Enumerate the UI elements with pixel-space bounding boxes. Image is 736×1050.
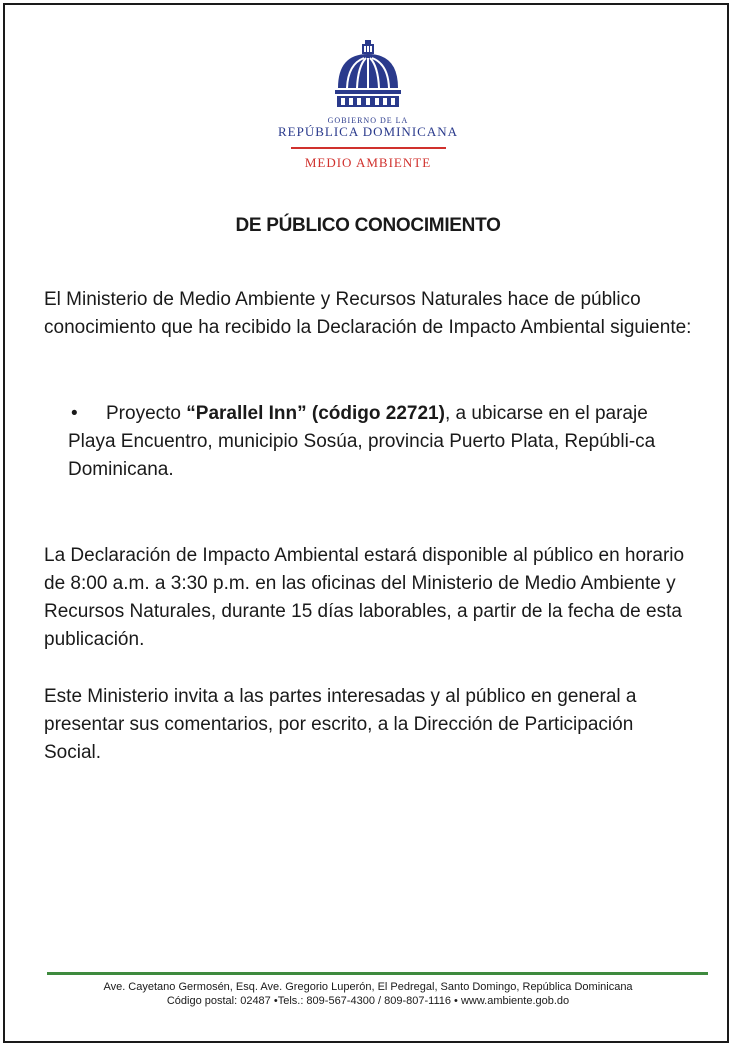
project-name: “Parallel Inn” (código 22721) (186, 403, 445, 424)
intro-paragraph: El Ministerio de Medio Ambiente y Recursos Naturales hace de público conocimiento que ha recibido la Declaración de Impacto Ambiental siguiente: (44, 289, 692, 338)
footer (0, 980, 736, 1008)
footer-divider (47, 972, 708, 975)
ministry-name: MEDIO AMBIENTE (304, 155, 432, 170)
availability-paragraph: La Declaración de Impacto Ambiental estará disponible al público en horario de 8:00 a.m. a 3:30 p.m. en las oficinas del Ministerio de Medio Ambiente y Recursos Naturales, durante 15 días laborables, a partir de la fecha de esta publicación. (44, 545, 685, 650)
project-bullet-text (68, 400, 698, 484)
notice-heading: DE PÚBLICO CONOCIMIENTO (235, 215, 501, 236)
government-logo (0, 38, 736, 171)
project-prefix: Proyecto (106, 403, 187, 424)
footer-contact: Código postal: 02487 •Tels.: 809-567-4300 / 809-807-1116 • www.ambiente.gob.do (166, 995, 570, 1007)
government-line-1: GOBIERNO DE LA (327, 116, 409, 125)
project-location: , a ubicarse en el paraje Playa Encuentro, municipio Sosúa, provincia Puerto Plata, Repúbli-ca Dominicana. (68, 403, 656, 480)
project-bullet (68, 400, 698, 484)
dome-emblem-icon (331, 38, 405, 110)
footer-address: Ave. Cayetano Germosén, Esq. Ave. Gregorio Luperón, El Pedregal, Santo Domingo, República Dominicana (103, 981, 633, 993)
government-line-2: REPÚBLICA DOMINICANA (278, 124, 458, 139)
bullet-icon: • (71, 403, 78, 424)
invitation-paragraph: Este Ministerio invita a las partes interesadas y al público en general a presentar sus comentarios, por escrito, a la Dirección de Participación Social. (44, 686, 637, 763)
logo-divider (291, 147, 446, 149)
